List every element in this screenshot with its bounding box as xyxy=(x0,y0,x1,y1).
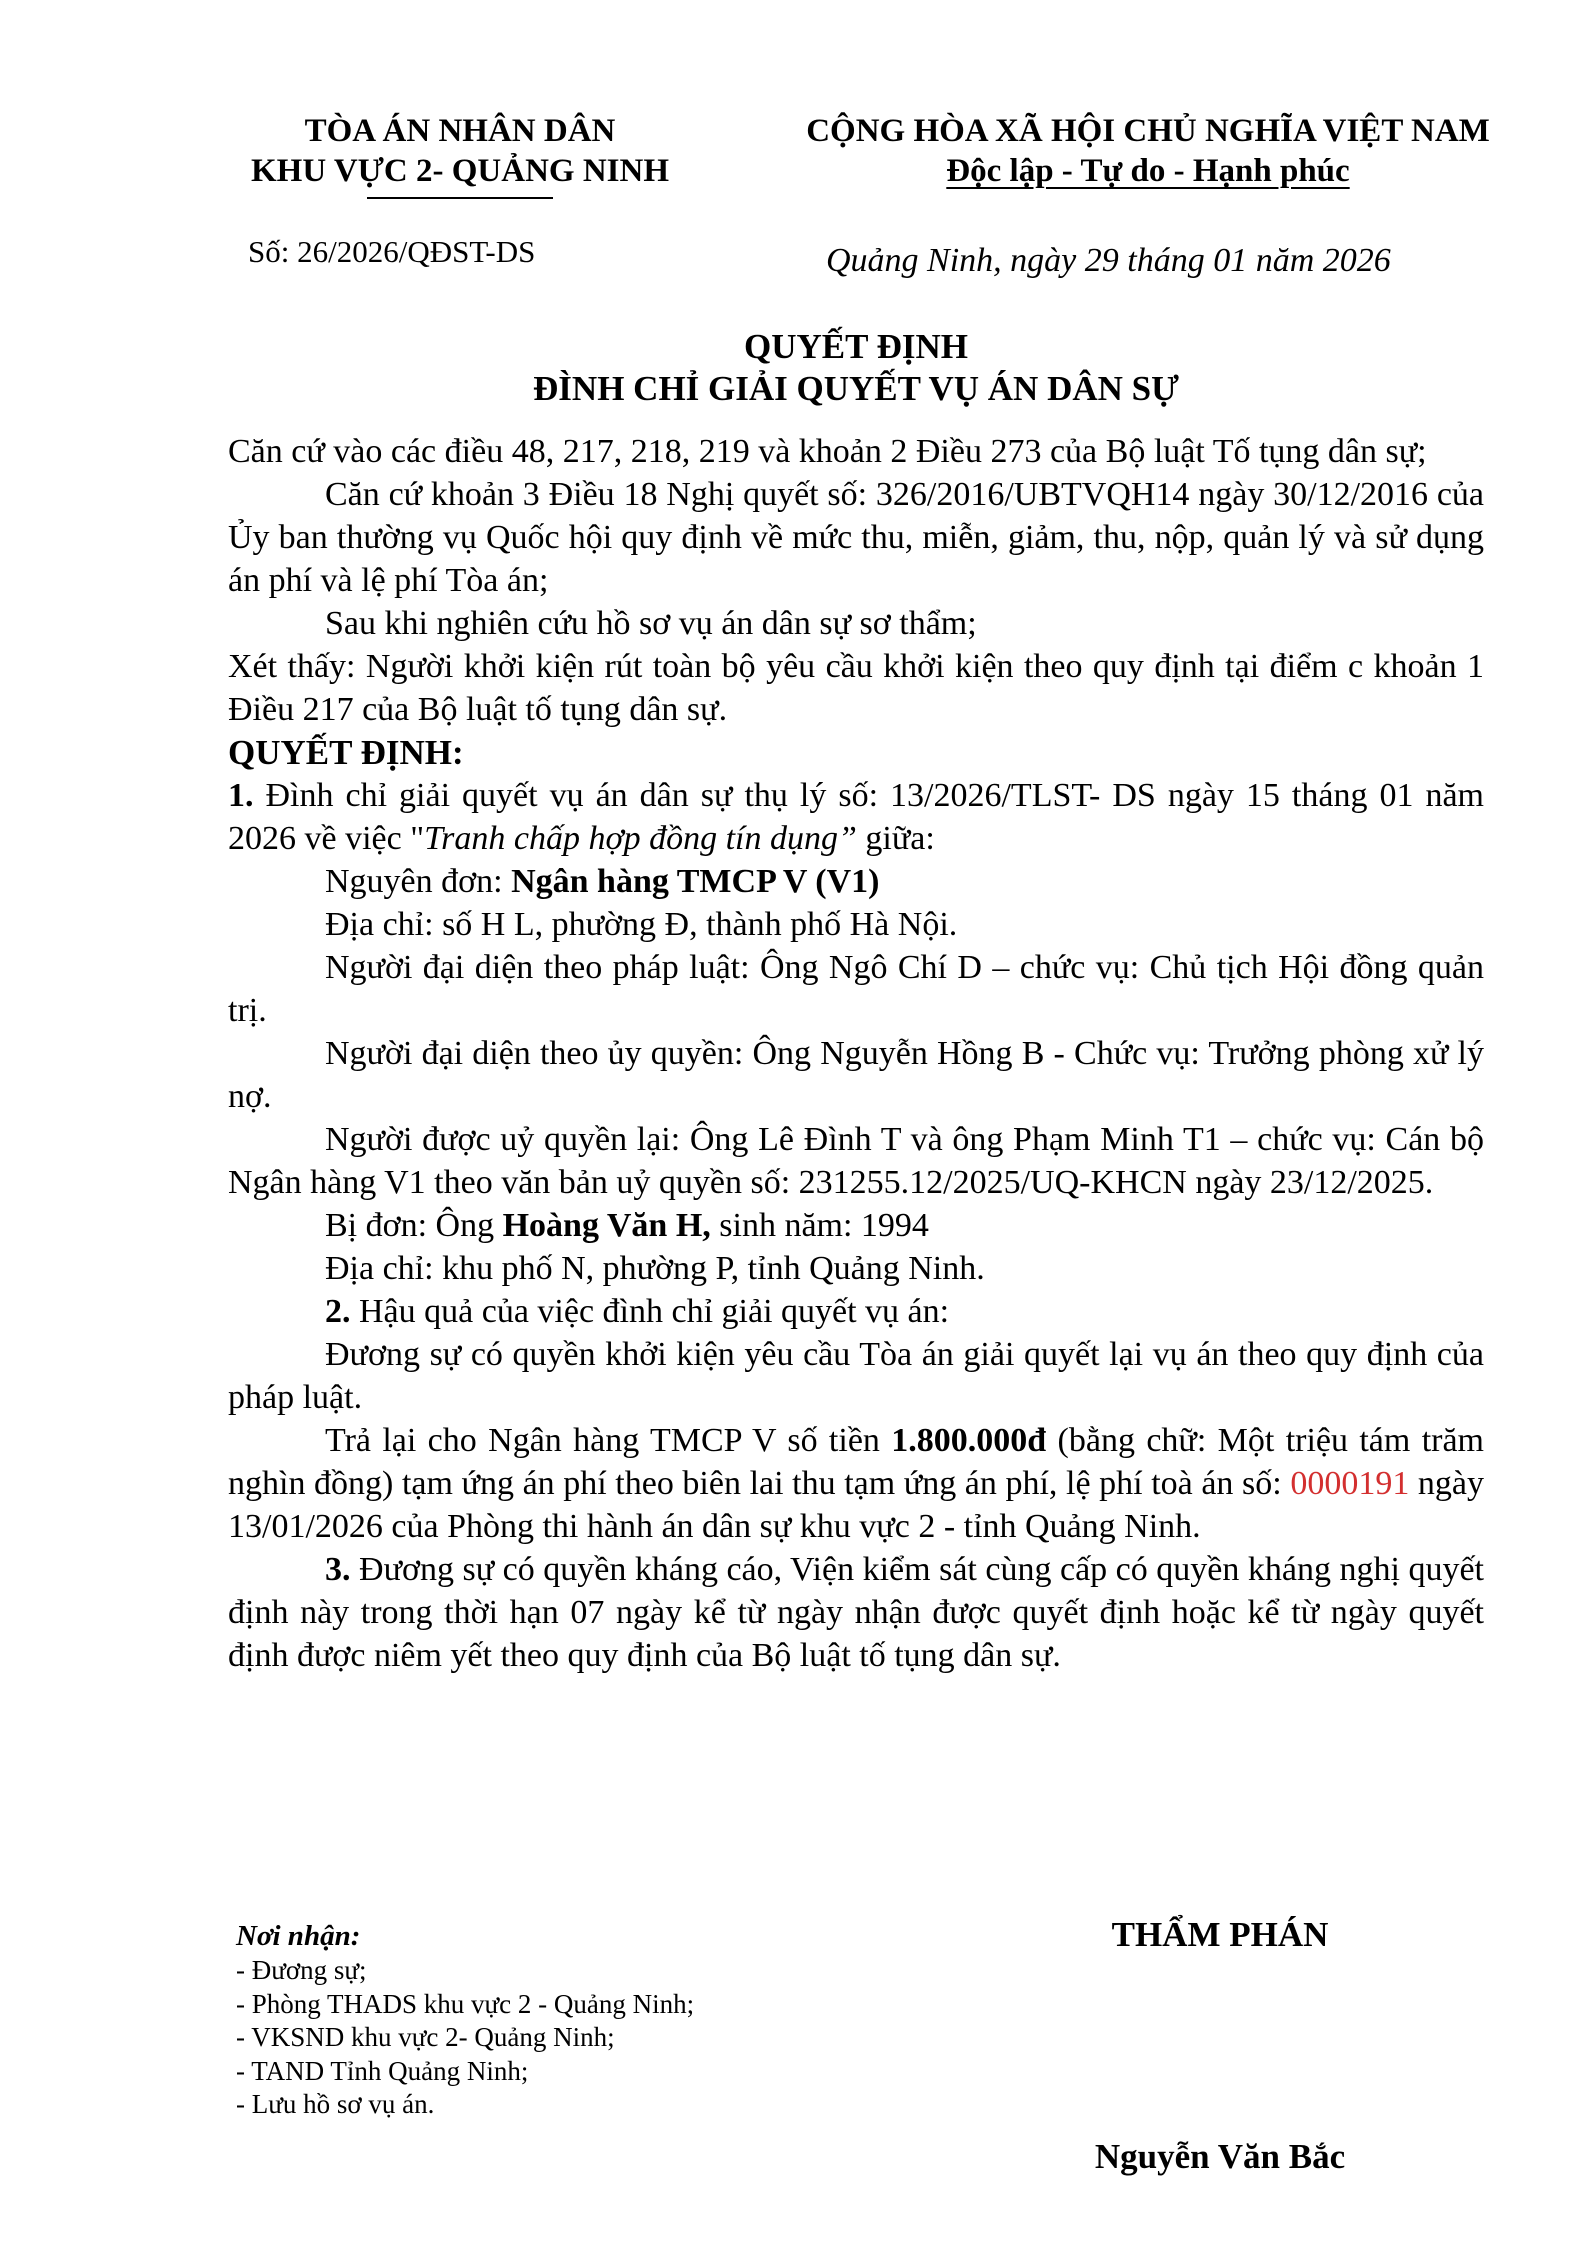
section-2-refund xyxy=(228,1419,1484,1548)
defendant-label: Bị đơn: Ông xyxy=(325,1207,503,1244)
preamble-review: Sau khi nghiên cứu hồ sơ vụ án dân sự sơ thẩm; xyxy=(325,605,977,642)
refund-text-c: ngày 13/01/2026 của Phòng thi hành án dân sự khu vực 2 - tỉnh Quảng Ninh. xyxy=(228,1465,1485,1545)
section-2-number: 2. xyxy=(325,1293,351,1330)
defendant xyxy=(228,1204,1484,1247)
receipt-number: 0000191 xyxy=(1290,1465,1410,1502)
refund-text-a: Trả lại cho Ngân hàng TMCP V số tiền xyxy=(325,1422,892,1459)
section-2-consequence: Đương sự có quyền khởi kiện yêu cầu Tòa án giải quyết lại vụ án theo quy định của pháp luật. xyxy=(228,1336,1484,1416)
sub-authorized-representative: Người được uỷ quyền lại: Ông Lê Đình T và ông Phạm Minh T1 – chức vụ: Cán bộ Ngân hàng V1 theo văn bản uỷ quyền số: 231255.12/2025/UQ-KHCN ngày 23/12/2025. xyxy=(228,1121,1484,1201)
section-3-text: Đương sự có quyền kháng cáo, Viện kiểm sát cùng cấp có quyền kháng nghị quyết định này trong thời hạn 07 ngày kể từ ngày nhận được quyết định hoặc kể từ ngày quyết định được niêm yết theo quy định của Bộ luật tố tụng dân sự. xyxy=(228,1551,1484,1674)
court-name-line1: TÒA ÁN NHÂN DÂN xyxy=(304,113,616,149)
place-date: Quảng Ninh, ngày 29 tháng 01 năm 2026 xyxy=(826,242,1391,279)
defendant-address: Địa chỉ: khu phố N, phường P, tỉnh Quảng Ninh. xyxy=(325,1250,985,1287)
preamble-finding: Xét thấy: Người khởi kiện rút toàn bộ yêu cầu khởi kiện theo quy định tại điểm c khoản 1 Điều 217 của Bộ luật tố tụng dân sự. xyxy=(228,648,1484,728)
refund-text-b: (bằng chữ: Một triệu tám trăm nghìn đồng) tạm ứng án phí theo biên lai thu tạm ứng án phí, lệ phí toà án số: xyxy=(228,1422,1485,1502)
refund-amount: 1.800.000đ xyxy=(891,1422,1047,1459)
preamble-legal-basis-2: Căn cứ khoản 3 Điều 18 Nghị quyết số: 326/2016/UBTVQH14 ngày 30/12/2016 của Ủy ban thường vụ Quốc hội quy định về mức thu, miễn, giảm, thu, nộp, quản lý và sử dụng án phí và lệ phí Tòa án; xyxy=(228,476,1484,599)
case-name: Tranh chấp hợp đồng tín dụng” xyxy=(424,820,857,857)
decision-title: QUYẾT ĐỊNH xyxy=(744,327,968,366)
section-2 xyxy=(228,1290,1484,1333)
plaintiff xyxy=(228,860,1484,903)
signature-role: THẨM PHÁN xyxy=(1111,1915,1329,1954)
section-1-text-end: giữa: xyxy=(856,820,935,857)
document-number: Số: 26/2026/QĐST-DS xyxy=(248,234,536,269)
plaintiff-address: Địa chỉ: số H L, phường Đ, thành phố Hà Nội. xyxy=(325,906,958,943)
plaintiff-name: Ngân hàng TMCP V (V1) xyxy=(511,863,880,900)
recipients-heading: Nơi nhận: xyxy=(236,1920,361,1952)
legal-representative: Người đại diện theo pháp luật: Ông Ngô Chí D – chức vụ: Chủ tịch Hội đồng quản trị. xyxy=(228,949,1484,1029)
republic-title: CỘNG HÒA XÃ HỘI CHỦ NGHĨA VIỆT NAM xyxy=(806,113,1490,149)
recipient-item: - Phòng THADS khu vực 2 - Quảng Ninh; xyxy=(236,1988,695,2019)
section-2-text: Hậu quả của việc đình chỉ giải quyết vụ án: xyxy=(350,1293,950,1330)
defendant-name: Hoàng Văn H, xyxy=(502,1207,711,1244)
recipient-item: - Lưu hồ sơ vụ án. xyxy=(236,2089,435,2119)
recipient-item: - VKSND khu vực 2- Quảng Ninh; xyxy=(236,2022,615,2052)
signature-name: Nguyễn Văn Bắc xyxy=(1094,2137,1346,2176)
section-1-text: Đình chỉ giải quyết vụ án dân sự thụ lý số: 13/2026/TLST- DS ngày 15 tháng 01 năm 2026 về việc " xyxy=(228,777,1484,857)
decision-heading: QUYẾT ĐỊNH: xyxy=(228,733,464,772)
decision-subtitle: ĐÌNH CHỈ GIẢI QUYẾT VỤ ÁN DÂN SỰ xyxy=(533,369,1179,408)
document-body xyxy=(228,430,1484,1677)
court-name-underline xyxy=(367,197,553,199)
recipient-item: - TAND Tỉnh Quảng Ninh; xyxy=(236,2055,529,2086)
section-1 xyxy=(228,774,1484,860)
preamble-legal-basis-1: Căn cứ vào các điều 48, 217, 218, 219 và khoản 2 Điều 273 của Bộ luật Tố tụng dân sự; xyxy=(228,433,1427,470)
authorized-representative: Người đại diện theo ủy quyền: Ông Nguyễn Hồng B - Chức vụ: Trưởng phòng xử lý nợ. xyxy=(228,1035,1484,1115)
court-name-line2: KHU VỰC 2- QUẢNG NINH xyxy=(251,153,669,189)
section-1-number: 1. xyxy=(228,777,254,814)
defendant-birth: sinh năm: 1994 xyxy=(710,1207,929,1244)
plaintiff-label: Nguyên đơn: xyxy=(325,863,512,900)
recipient-item: - Đương sự; xyxy=(236,1955,367,1985)
section-3-number: 3. xyxy=(325,1551,351,1588)
section-3 xyxy=(228,1548,1484,1677)
recipients-block xyxy=(236,1918,694,2122)
national-motto: Độc lập - Tự do - Hạnh phúc xyxy=(946,153,1350,189)
